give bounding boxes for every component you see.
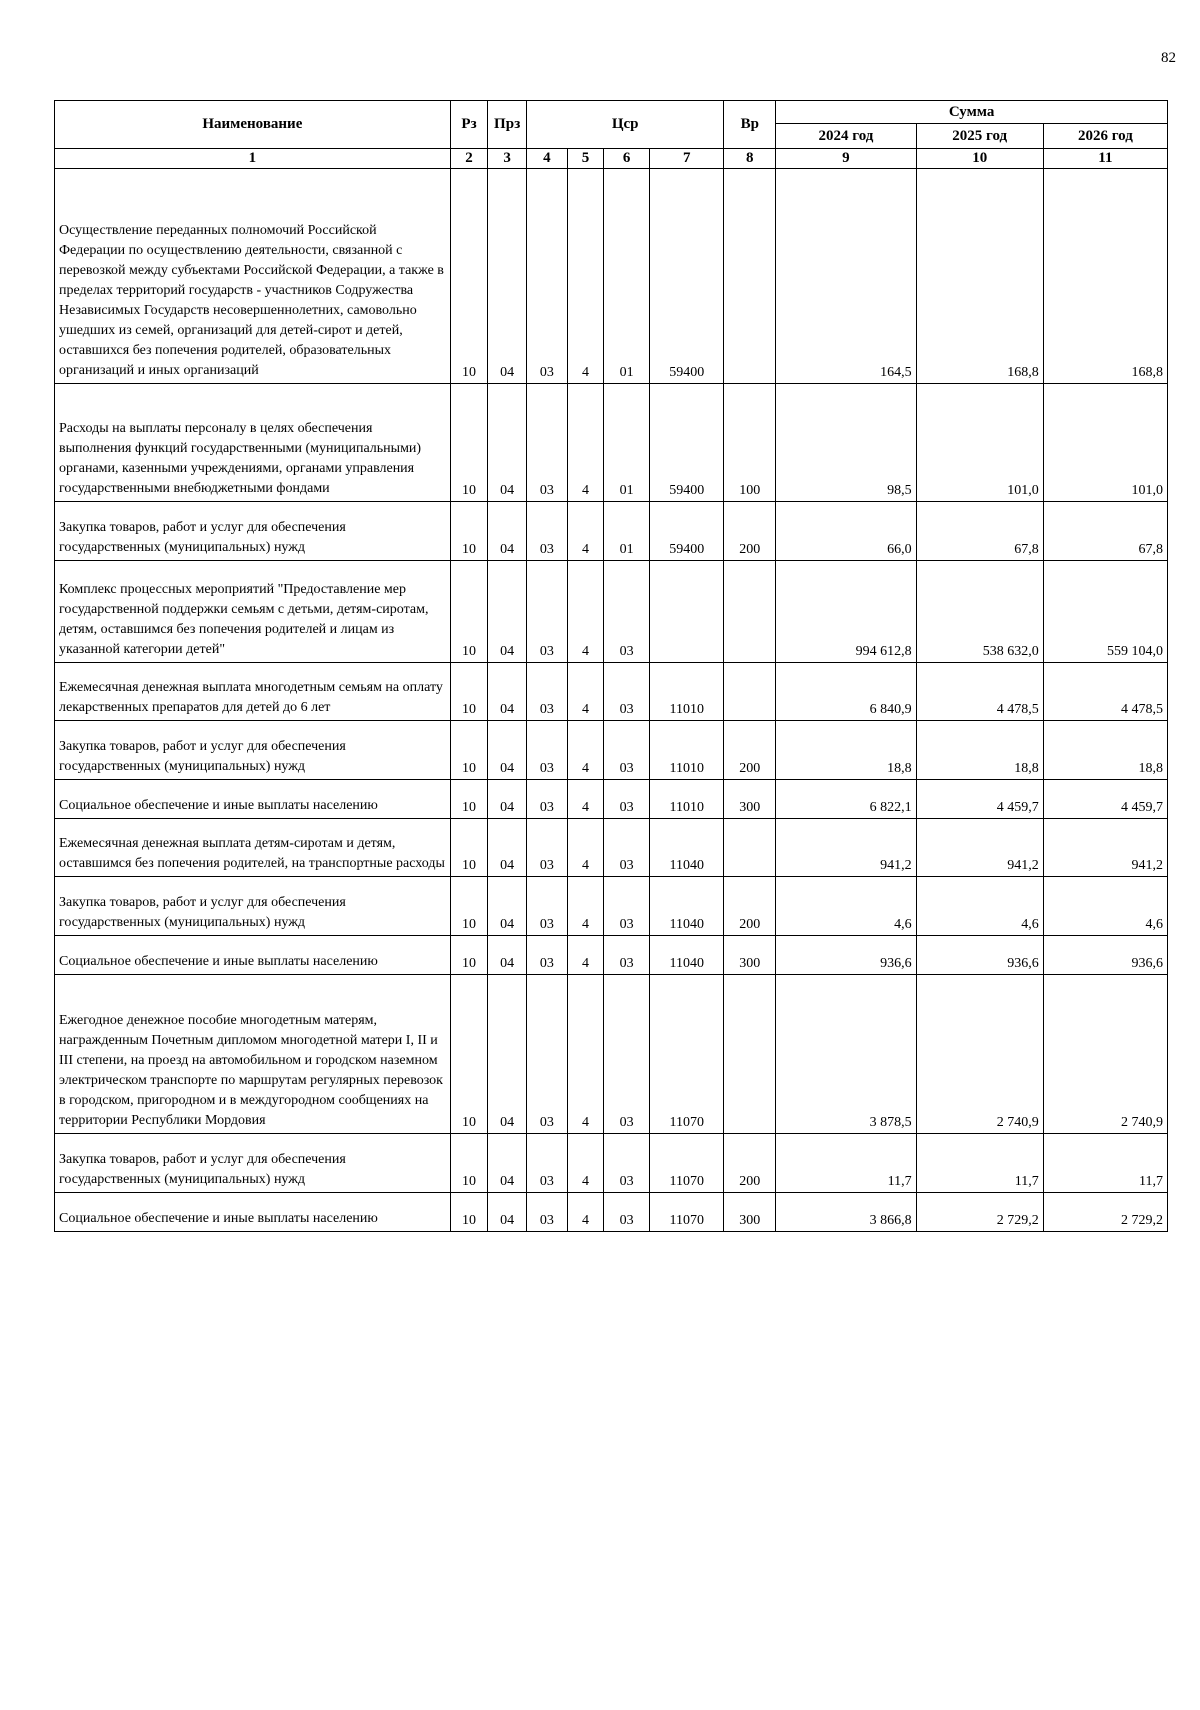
table-row [55, 663, 1168, 721]
row-sum-2025: 2 740,9 [916, 975, 1043, 1134]
row-sum-2026: 936,6 [1043, 936, 1167, 975]
row-prz: 04 [488, 819, 527, 877]
row-sum-2025: 538 632,0 [916, 561, 1043, 663]
table-row [55, 561, 1168, 663]
row-vr: 200 [724, 721, 776, 780]
row-vr: 300 [724, 780, 776, 819]
row-csr-4: 11070 [650, 1193, 724, 1232]
row-sum-2025: 11,7 [916, 1134, 1043, 1193]
row-vr: 100 [724, 384, 776, 502]
row-sum-2024: 18,8 [776, 721, 916, 780]
row-csr-1: 03 [527, 1134, 568, 1193]
column-number: 9 [776, 149, 916, 169]
row-rz: 10 [450, 877, 488, 936]
table-body [55, 169, 1168, 1232]
row-sum-2026: 4 459,7 [1043, 780, 1167, 819]
row-sum-2024: 164,5 [776, 169, 916, 384]
row-csr-4: 11040 [650, 936, 724, 975]
row-rz: 10 [450, 975, 488, 1134]
row-csr-2: 4 [567, 169, 604, 384]
row-csr-4: 11070 [650, 1134, 724, 1193]
column-number: 2 [450, 149, 488, 169]
row-csr-1: 03 [527, 877, 568, 936]
row-rz: 10 [450, 1193, 488, 1232]
row-sum-2026: 11,7 [1043, 1134, 1167, 1193]
row-csr-1: 03 [527, 936, 568, 975]
row-csr-2: 4 [567, 780, 604, 819]
row-rz: 10 [450, 721, 488, 780]
column-number: 6 [604, 149, 650, 169]
row-csr-2: 4 [567, 561, 604, 663]
row-csr-3: 01 [604, 502, 650, 561]
row-csr-2: 4 [567, 936, 604, 975]
row-csr-3: 03 [604, 780, 650, 819]
header-csr: Цср [527, 101, 724, 149]
row-sum-2026: 168,8 [1043, 169, 1167, 384]
row-csr-1: 03 [527, 1193, 568, 1232]
row-csr-1: 03 [527, 384, 568, 502]
row-prz: 04 [488, 1193, 527, 1232]
row-csr-2: 4 [567, 1134, 604, 1193]
row-prz: 04 [488, 384, 527, 502]
row-sum-2026: 101,0 [1043, 384, 1167, 502]
column-number: 7 [650, 149, 724, 169]
row-sum-2025: 67,8 [916, 502, 1043, 561]
column-number: 5 [567, 149, 604, 169]
row-csr-3: 01 [604, 169, 650, 384]
row-rz: 10 [450, 1134, 488, 1193]
row-prz: 04 [488, 169, 527, 384]
header-name: Наименование [55, 101, 451, 149]
row-sum-2026: 67,8 [1043, 502, 1167, 561]
row-sum-2024: 6 822,1 [776, 780, 916, 819]
row-name: Осуществление переданных полномочий Российской Федерации по осуществлению деятельности, связанной с перевозкой между субъектами Российской Федерации, а также в пределах территорий государств - участников Содружества Независимых Государств несовершеннолетних, самовольно ушедших из семей, организаций для детей-сирот и детей, оставшихся без попечения родителей, образовательных организаций и иных организаций [55, 169, 451, 384]
row-csr-3: 03 [604, 1193, 650, 1232]
row-vr [724, 819, 776, 877]
row-name: Социальное обеспечение и иные выплаты населению [55, 780, 451, 819]
row-name: Комплекс процессных мероприятий "Предоставление мер государственной поддержки семьям с детьми, детям-сиротам, детям, оставшимся без попечения родителей и лицам из указанной категории детей" [55, 561, 451, 663]
row-rz: 10 [450, 936, 488, 975]
row-sum-2024: 6 840,9 [776, 663, 916, 721]
row-sum-2026: 4,6 [1043, 877, 1167, 936]
row-vr: 200 [724, 877, 776, 936]
row-name: Закупка товаров, работ и услуг для обеспечения государственных (муниципальных) нужд [55, 502, 451, 561]
header-vr: Вр [724, 101, 776, 149]
row-sum-2024: 941,2 [776, 819, 916, 877]
row-csr-1: 03 [527, 819, 568, 877]
column-number: 4 [527, 149, 568, 169]
row-csr-4: 11070 [650, 975, 724, 1134]
column-number: 8 [724, 149, 776, 169]
row-csr-4: 59400 [650, 169, 724, 384]
header-2025: 2025 год [916, 124, 1043, 149]
header-sum: Сумма [776, 101, 1168, 124]
table-row [55, 936, 1168, 975]
row-sum-2024: 66,0 [776, 502, 916, 561]
row-vr: 300 [724, 1193, 776, 1232]
column-number: 10 [916, 149, 1043, 169]
row-sum-2024: 3 866,8 [776, 1193, 916, 1232]
row-csr-2: 4 [567, 663, 604, 721]
row-csr-3: 03 [604, 1134, 650, 1193]
row-sum-2026: 18,8 [1043, 721, 1167, 780]
row-rz: 10 [450, 819, 488, 877]
row-sum-2026: 4 478,5 [1043, 663, 1167, 721]
row-name: Социальное обеспечение и иные выплаты населению [55, 936, 451, 975]
row-csr-3: 03 [604, 561, 650, 663]
row-sum-2024: 4,6 [776, 877, 916, 936]
row-csr-1: 03 [527, 663, 568, 721]
row-prz: 04 [488, 561, 527, 663]
row-rz: 10 [450, 780, 488, 819]
row-csr-4: 11010 [650, 721, 724, 780]
row-csr-3: 03 [604, 877, 650, 936]
row-vr: 300 [724, 936, 776, 975]
table-row [55, 819, 1168, 877]
row-csr-3: 01 [604, 384, 650, 502]
row-csr-4: 11010 [650, 780, 724, 819]
row-name: Закупка товаров, работ и услуг для обеспечения государственных (муниципальных) нужд [55, 721, 451, 780]
row-sum-2026: 941,2 [1043, 819, 1167, 877]
row-csr-4: 59400 [650, 502, 724, 561]
row-name: Социальное обеспечение и иные выплаты населению [55, 1193, 451, 1232]
row-vr [724, 169, 776, 384]
row-sum-2025: 168,8 [916, 169, 1043, 384]
table-row [55, 1193, 1168, 1232]
row-sum-2024: 3 878,5 [776, 975, 916, 1134]
row-csr-3: 03 [604, 663, 650, 721]
row-sum-2025: 4,6 [916, 877, 1043, 936]
row-vr: 200 [724, 502, 776, 561]
row-prz: 04 [488, 721, 527, 780]
row-name: Ежегодное денежное пособие многодетным матерям, награжденным Почетным дипломом многодетной матери I, II и III степени, на проезд на автомобильном и городском наземном электрическом транспорте по маршрутам регулярных перевозок в городском, пригородном и в междугородном сообщениях на территории Республики Мордовия [55, 975, 451, 1134]
row-sum-2024: 994 612,8 [776, 561, 916, 663]
row-csr-2: 4 [567, 975, 604, 1134]
row-vr [724, 561, 776, 663]
row-sum-2024: 98,5 [776, 384, 916, 502]
row-sum-2025: 4 478,5 [916, 663, 1043, 721]
row-csr-1: 03 [527, 502, 568, 561]
row-name: Ежемесячная денежная выплата многодетным семьям на оплату лекарственных препаратов для детей до 6 лет [55, 663, 451, 721]
header-prz: Прз [488, 101, 527, 149]
row-name: Закупка товаров, работ и услуг для обеспечения государственных (муниципальных) нужд [55, 1134, 451, 1193]
table-row [55, 975, 1168, 1134]
budget-table [54, 100, 1168, 1232]
row-sum-2026: 2 729,2 [1043, 1193, 1167, 1232]
column-number-row [55, 149, 1168, 169]
row-csr-4: 11040 [650, 819, 724, 877]
column-number: 11 [1043, 149, 1167, 169]
row-vr [724, 975, 776, 1134]
row-csr-2: 4 [567, 1193, 604, 1232]
table-row [55, 780, 1168, 819]
row-prz: 04 [488, 936, 527, 975]
row-vr: 200 [724, 1134, 776, 1193]
row-name: Закупка товаров, работ и услуг для обеспечения государственных (муниципальных) нужд [55, 877, 451, 936]
row-prz: 04 [488, 1134, 527, 1193]
header-2024: 2024 год [776, 124, 916, 149]
row-rz: 10 [450, 169, 488, 384]
row-sum-2026: 559 104,0 [1043, 561, 1167, 663]
row-sum-2024: 936,6 [776, 936, 916, 975]
row-sum-2025: 18,8 [916, 721, 1043, 780]
column-number: 3 [488, 149, 527, 169]
row-csr-3: 03 [604, 721, 650, 780]
row-sum-2026: 2 740,9 [1043, 975, 1167, 1134]
row-prz: 04 [488, 975, 527, 1134]
row-sum-2025: 941,2 [916, 819, 1043, 877]
row-sum-2024: 11,7 [776, 1134, 916, 1193]
row-csr-3: 03 [604, 819, 650, 877]
row-rz: 10 [450, 663, 488, 721]
row-csr-3: 03 [604, 975, 650, 1134]
table-row [55, 384, 1168, 502]
row-prz: 04 [488, 663, 527, 721]
table-row [55, 1134, 1168, 1193]
table-row [55, 502, 1168, 561]
header-2026: 2026 год [1043, 124, 1167, 149]
row-rz: 10 [450, 502, 488, 561]
row-csr-2: 4 [567, 502, 604, 561]
row-csr-1: 03 [527, 975, 568, 1134]
row-csr-4: 11010 [650, 663, 724, 721]
table-row [55, 721, 1168, 780]
row-prz: 04 [488, 877, 527, 936]
row-sum-2025: 101,0 [916, 384, 1043, 502]
row-csr-2: 4 [567, 384, 604, 502]
page-number: 82 [1161, 50, 1176, 66]
row-csr-4 [650, 561, 724, 663]
row-prz: 04 [488, 780, 527, 819]
row-rz: 10 [450, 561, 488, 663]
column-number: 1 [55, 149, 451, 169]
row-csr-2: 4 [567, 877, 604, 936]
row-prz: 04 [488, 502, 527, 561]
row-name: Расходы на выплаты персоналу в целях обеспечения выполнения функций государственными (муниципальными) органами, казенными учреждениями, органами управления государственными внебюджетными фондами [55, 384, 451, 502]
row-rz: 10 [450, 384, 488, 502]
row-sum-2025: 936,6 [916, 936, 1043, 975]
row-sum-2025: 4 459,7 [916, 780, 1043, 819]
table-row [55, 877, 1168, 936]
row-csr-1: 03 [527, 721, 568, 780]
row-csr-2: 4 [567, 721, 604, 780]
row-csr-1: 03 [527, 169, 568, 384]
table-row [55, 169, 1168, 384]
row-csr-4: 11040 [650, 877, 724, 936]
row-csr-1: 03 [527, 561, 568, 663]
row-name: Ежемесячная денежная выплата детям-сиротам и детям, оставшимся без попечения родителей, на транспортные расходы [55, 819, 451, 877]
header-rz: Рз [450, 101, 488, 149]
row-sum-2025: 2 729,2 [916, 1193, 1043, 1232]
row-csr-3: 03 [604, 936, 650, 975]
row-csr-4: 59400 [650, 384, 724, 502]
row-vr [724, 663, 776, 721]
row-csr-1: 03 [527, 780, 568, 819]
row-csr-2: 4 [567, 819, 604, 877]
